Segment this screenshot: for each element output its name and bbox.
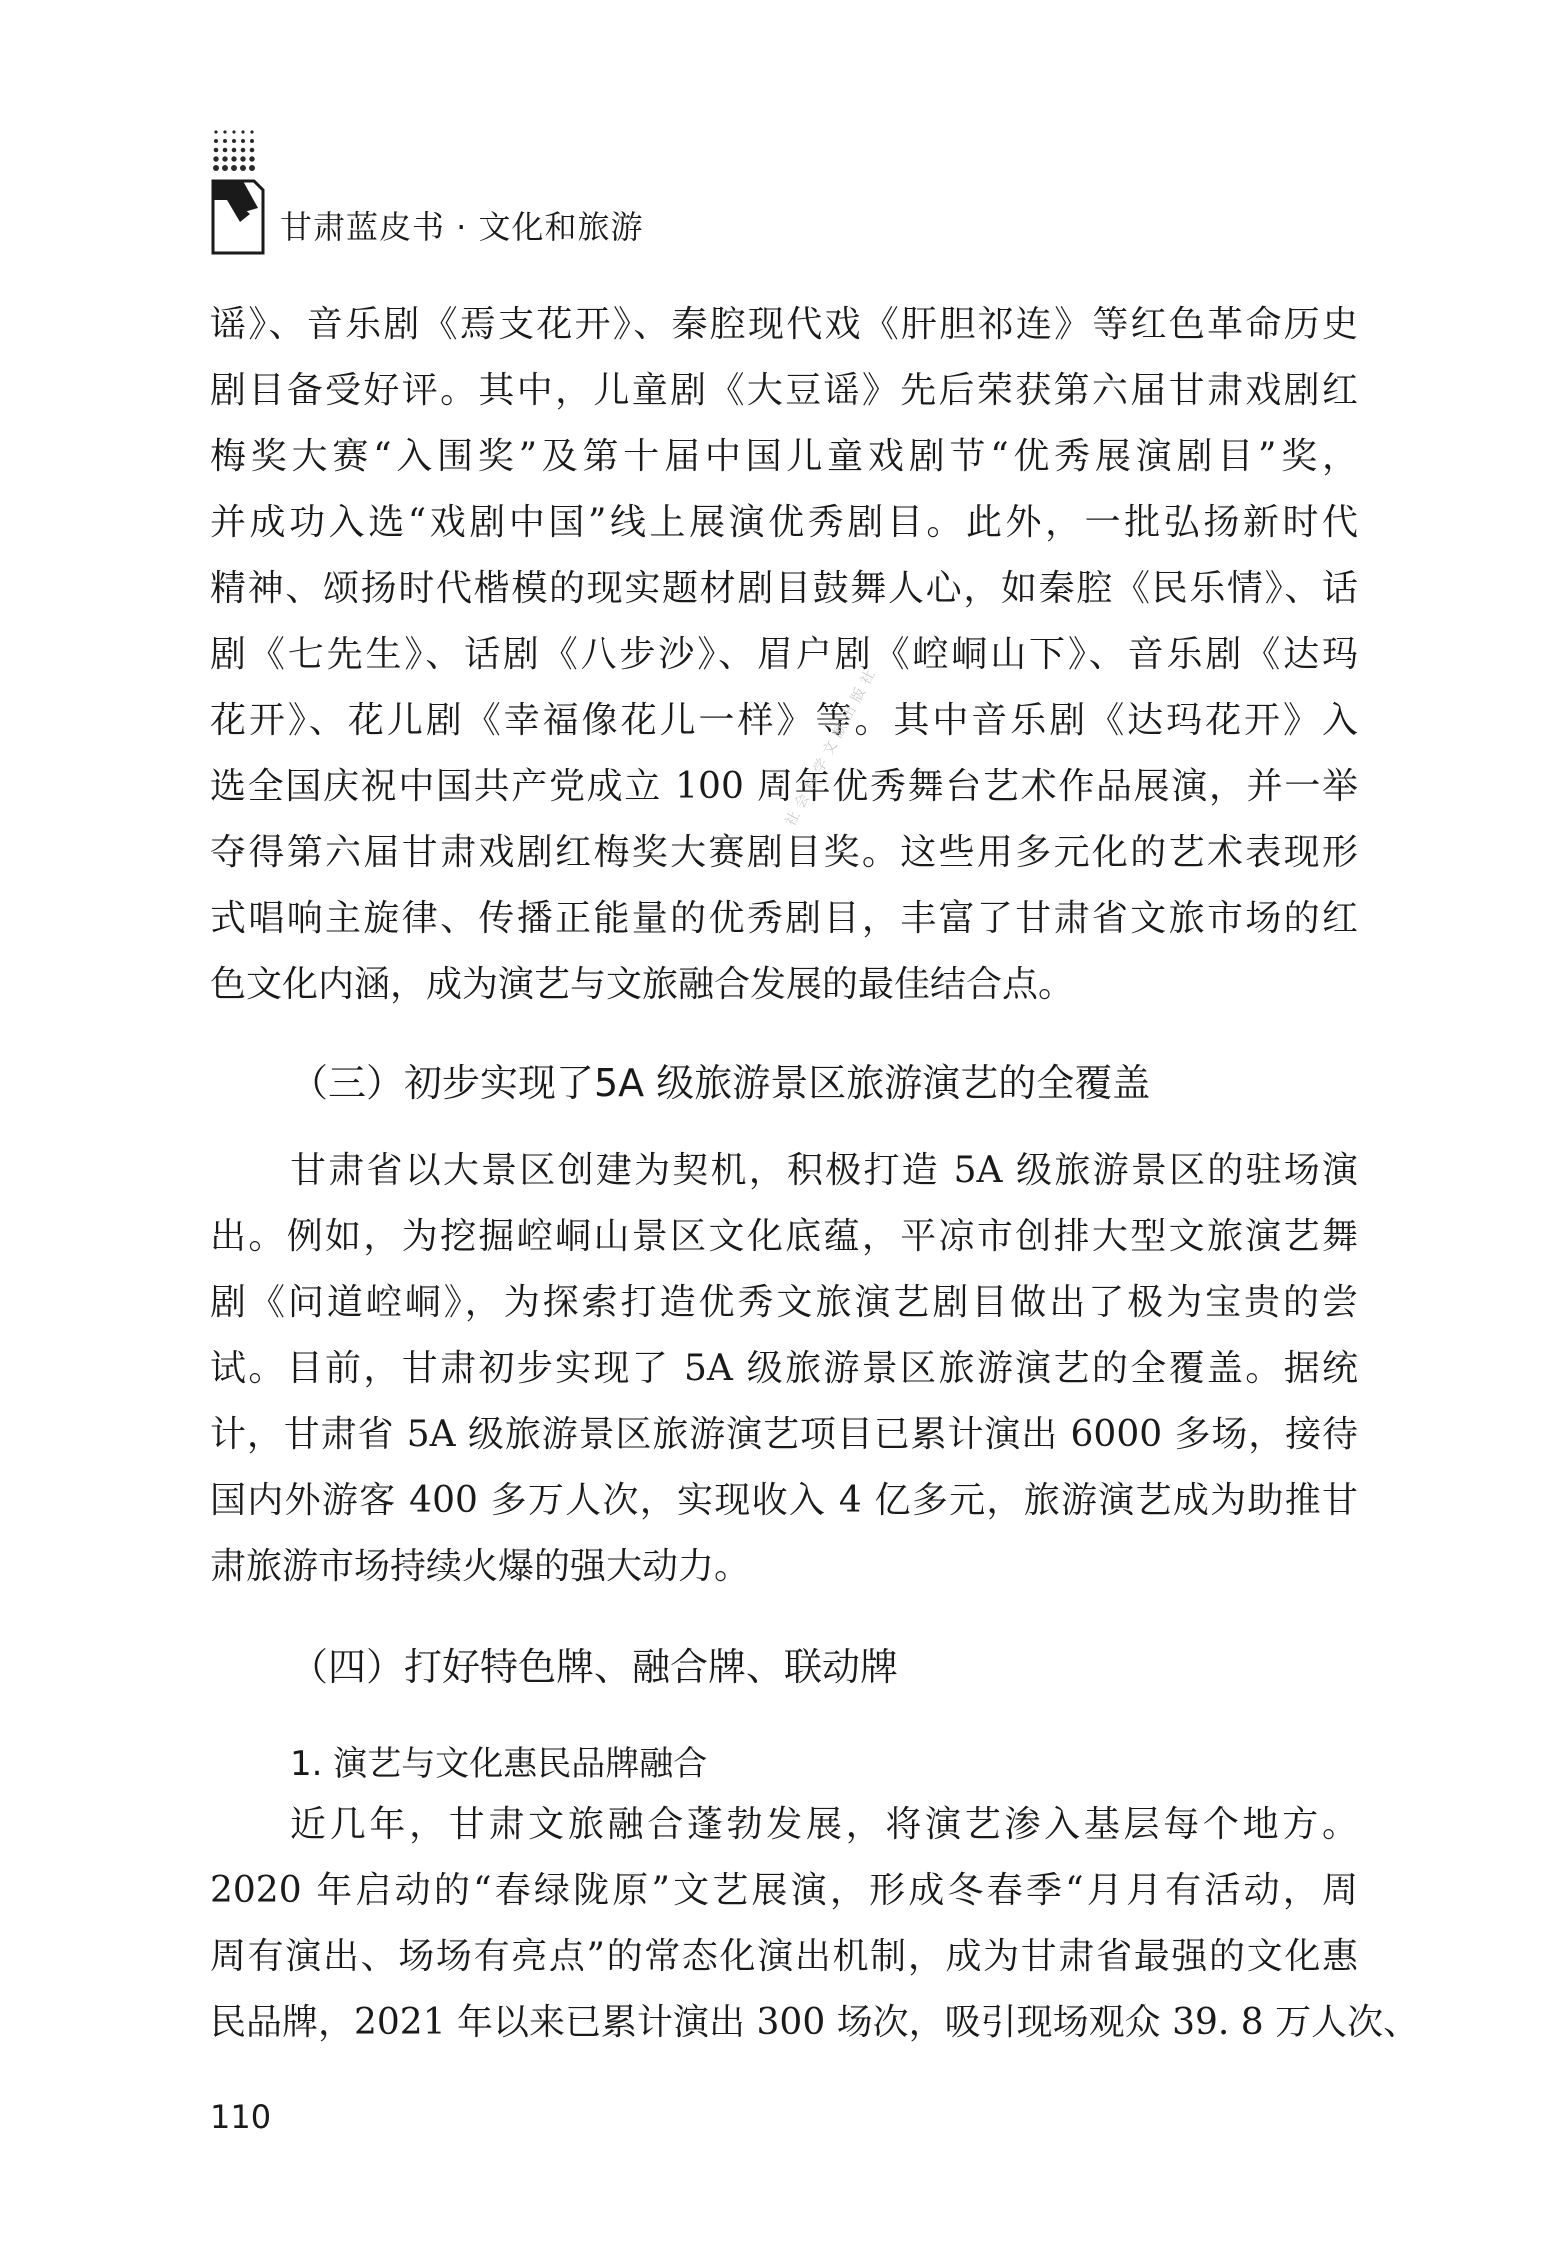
page-number: 110 xyxy=(210,2098,272,2136)
text-line: 剧《问道崆峒》，为探索打造优秀文旅演艺剧目做出了极为宝贵的尝 xyxy=(210,1282,1358,1323)
header-dots-ornament xyxy=(212,128,260,176)
running-head: 甘肃蓝皮书 · 文化和旅游 xyxy=(280,208,644,246)
text-line: 花开》、花儿剧《幸福像花儿一样》等。其中音乐剧《达玛花开》入 xyxy=(210,700,1358,741)
text-line: 2020 年启动的“春绿陇原”文艺展演，形成冬春季“月月有活动，周 xyxy=(210,1870,1358,1911)
text-line: 国内外游客 400 多万人次，实现收入 4 亿多元，旅游演艺成为助推甘 xyxy=(210,1480,1358,1521)
paragraph-1 xyxy=(210,292,1358,1018)
text-line: 甘肃省以大景区创建为契机，积极打造 5A 级旅游景区的驻场演 xyxy=(290,1150,1358,1191)
text-line: 谣》、音乐剧《焉支花开》、秦腔现代戏《肝胆祁连》等红色革命历史 xyxy=(210,304,1358,345)
text-line: 剧目备受好评。其中，儿童剧《大豆谣》先后荣获第六届甘肃戏剧红 xyxy=(210,370,1358,411)
text-line: 出。例如，为挖掘崆峒山景区文化底蕴，平凉市创排大型文旅演艺舞 xyxy=(210,1216,1358,1257)
subheading-1: 1. 演艺与文化惠民品牌融合 xyxy=(290,1744,708,1784)
text-line: 夺得第六届甘肃戏剧红梅奖大赛剧目奖。这些用多元化的艺术表现形 xyxy=(210,832,1358,873)
text-line: 式唱响主旋律、传播正能量的优秀剧目，丰富了甘肃省文旅市场的红 xyxy=(210,898,1358,939)
text-line: 色文化内涵，成为演艺与文旅融合发展的最佳结合点。 xyxy=(210,964,1075,1005)
text-line: 民品牌，2021 年以来已累计演出 300 场次，吸引现场观众 39. 8 万人次、 xyxy=(210,2002,1420,2043)
text-line: 肃旅游市场持续火爆的强大动力。 xyxy=(210,1546,751,1587)
text-line: 试。目前，甘肃初步实现了 5A 级旅游景区旅游演艺的全覆盖。据统 xyxy=(210,1348,1358,1389)
paragraph-3 xyxy=(210,1792,1420,2056)
book-corner-icon xyxy=(210,178,266,256)
text-line: 梅奖大赛“入围奖”及第十届中国儿童戏剧节“优秀展演剧目”奖， xyxy=(210,436,1358,477)
text-line: 周有演出、场场有亮点”的常态化演出机制，成为甘肃省最强的文化惠 xyxy=(210,1936,1358,1977)
text-line: 精神、颂扬时代楷模的现实题材剧目鼓舞人心，如秦腔《民乐情》、话 xyxy=(210,568,1358,609)
text-line: 选全国庆祝中国共产党成立 100 周年优秀舞台艺术作品展演，并一举 xyxy=(210,766,1358,807)
text-line: 近几年，甘肃文旅融合蓬勃发展，将演艺渗入基层每个地方。 xyxy=(290,1804,1358,1845)
paragraph-2 xyxy=(210,1138,1358,1600)
text-line: 剧《七先生》、话剧《八步沙》、眉户剧《崆峒山下》、音乐剧《达玛 xyxy=(210,634,1358,675)
text-line: 并成功入选“戏剧中国”线上展演优秀剧目。此外，一批弘扬新时代 xyxy=(210,502,1358,543)
text-line: 计，甘肃省 5A 级旅游景区旅游演艺项目已累计演出 6000 多场，接待 xyxy=(210,1414,1358,1455)
section-heading-4: （四）打好特色牌、融合牌、联动牌 xyxy=(290,1645,899,1689)
watermark: 社会科学文献出版社 xyxy=(782,662,882,829)
section-heading-3: （三）初步实现了5A 级旅游景区旅游演艺的全覆盖 xyxy=(290,1061,1151,1105)
